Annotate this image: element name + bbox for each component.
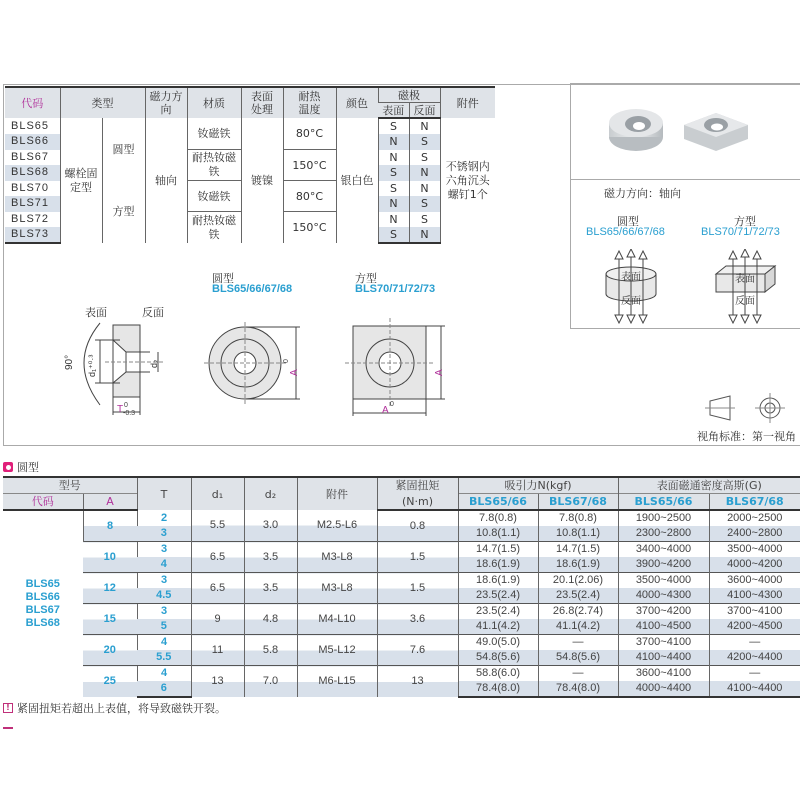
header-type: 类型 (60, 87, 145, 118)
drawing-round-label: 圆型 (212, 272, 234, 285)
torque-cell: 13 (377, 666, 458, 698)
code-cell: BLS71 (11, 197, 50, 210)
square-label: 方型 (734, 215, 756, 228)
svg-text:90°: 90° (64, 354, 75, 370)
flux-cell: 2000~2500 (709, 510, 800, 526)
force-cell: 18.6(1.9) (458, 557, 538, 573)
force-cell: 54.8(5.6) (538, 650, 618, 666)
force-cell: 20.1(2.06) (538, 573, 618, 589)
force-cell: — (538, 635, 618, 651)
accessory-cell: M3-L8 (297, 573, 377, 604)
code-cell: BLS67 (11, 150, 50, 163)
T-cell: 4 (137, 635, 191, 651)
d1-cell: 5.5 (191, 510, 244, 542)
header-flux: 表面磁通密度高斯(G) (618, 477, 800, 494)
A-cell: 12 (83, 573, 137, 604)
svg-text:表面: 表面 (621, 272, 641, 283)
force-cell: 49.0(5.0) (458, 635, 538, 651)
T-cell: 3 (137, 573, 191, 589)
flux-cell: 1900~2500 (618, 510, 709, 526)
header-flux-67-68: BLS67/68 (709, 494, 800, 511)
T-cell: 6 (137, 681, 191, 697)
code-list: BLS65 BLS66 BLS67 BLS68 (3, 510, 83, 697)
code-cell: BLS65 (5, 118, 60, 134)
header-torque: 紧固扭矩 (377, 477, 458, 494)
A-cell: 15 (83, 604, 137, 635)
flux-cell: 4000~4200 (709, 557, 800, 573)
temp-cell: 150°C (283, 212, 336, 244)
code-cell: BLS68 (11, 166, 50, 179)
T-cell: 2 (137, 510, 191, 526)
d2-cell: 3.5 (244, 542, 297, 573)
round-flux-arrows-icon (601, 249, 661, 324)
flux-cell: 4100~4400 (618, 650, 709, 666)
square-flux-arrows-icon (713, 249, 778, 324)
treatment-value: 镀镍 (241, 118, 283, 243)
pole-front: S (378, 181, 409, 197)
d1-cell: 6.5 (191, 542, 244, 573)
svg-text:0: 0 (283, 359, 290, 363)
svg-text:表面: 表面 (735, 274, 755, 285)
direction-value: 轴向 (145, 118, 187, 243)
flux-cell: — (709, 635, 800, 651)
magnet-photo-icon (606, 99, 756, 164)
flux-cell: 3900~4200 (618, 557, 709, 573)
projection-symbol-icon (705, 393, 785, 423)
direction-label: 磁力方向：轴向 (604, 187, 681, 200)
flux-cell: 4200~4400 (709, 650, 800, 666)
force-cell: 23.5(2.4) (538, 588, 618, 604)
drawing-square-label: 方型 (355, 272, 377, 285)
T-cell: 5 (160, 620, 167, 632)
T-cell: 5.5 (156, 651, 172, 663)
header-accessory: 附件 (440, 87, 495, 118)
drawing-round-models: BLS65/66/67/68 (212, 283, 293, 295)
force-cell: 58.8(6.0) (458, 666, 538, 682)
d2-cell: 7.0 (244, 666, 297, 698)
header-d2: d₂ (244, 477, 297, 510)
flux-cell: 4100~4300 (709, 588, 800, 604)
material-cell: 耐热钕磁铁 (187, 212, 241, 244)
accessory-cell: M3-L8 (297, 542, 377, 573)
header-A: A (83, 494, 137, 511)
pole-front: S (378, 227, 409, 243)
accessory-value: 不锈钢内六角沉头螺钉1个 (440, 118, 495, 243)
header-force-65-66: BLS65/66 (458, 494, 538, 511)
d1-cell: 6.5 (191, 573, 244, 604)
header-torque-unit: (N·m) (377, 494, 458, 511)
d1-cell: 13 (191, 666, 244, 698)
svg-text:d₁⁺⁰·³: d₁⁺⁰·³ (87, 354, 97, 377)
force-cell: 7.8(0.8) (538, 510, 618, 526)
d1-cell: 11 (191, 635, 244, 666)
force-cell: 10.8(1.1) (458, 526, 538, 542)
temp-cell: 150°C (283, 150, 336, 181)
d2-cell: 4.8 (244, 604, 297, 635)
pole-back: S (409, 150, 440, 166)
pole-front: N (378, 150, 409, 166)
header-color: 颜色 (336, 87, 378, 118)
pole-front: N (378, 134, 409, 150)
torque-cell: 1.5 (377, 573, 458, 604)
next-section-bullet-icon (3, 727, 13, 729)
force-cell: 18.6(1.9) (538, 557, 618, 573)
header-pole-back: 反面 (409, 103, 440, 119)
panel-divider (571, 179, 800, 180)
force-cell: 18.6(1.9) (458, 573, 538, 589)
header-material: 材质 (187, 87, 241, 118)
header-flux-65-66: BLS65/66 (618, 494, 709, 511)
d2-cell: 3.5 (244, 573, 297, 604)
svg-text:A: A (289, 369, 300, 376)
torque-warning-note (3, 700, 226, 716)
temp-cell: 80°C (283, 118, 336, 150)
T-cell: 4 (137, 666, 191, 682)
header-force: 吸引力N(kgf) (458, 477, 618, 494)
d2-cell: 3.0 (244, 510, 297, 542)
flux-cell: 3600~4100 (618, 666, 709, 682)
pole-back: S (409, 196, 440, 212)
flux-cell: 4000~4400 (618, 681, 709, 697)
accessory-cell: M5-L12 (297, 635, 377, 666)
svg-text:A: A (434, 369, 445, 376)
projection-label: 视角标准：第一视角 (697, 430, 796, 443)
flux-cell: — (709, 666, 800, 682)
round-models: BLS65/66/67/68 (586, 226, 665, 238)
type-main: 螺栓固定型 (60, 118, 102, 243)
code-cell: BLS66 (11, 135, 50, 148)
force-cell: 26.8(2.74) (538, 604, 618, 620)
force-cell: 10.8(1.1) (538, 526, 618, 542)
force-cell: 23.5(2.4) (458, 588, 538, 604)
header-accessory: 附件 (297, 477, 377, 510)
flux-cell: 3700~4200 (618, 604, 709, 620)
svg-text:0: 0 (390, 401, 394, 408)
flux-cell: 3600~4000 (709, 573, 800, 589)
A-cell: 10 (83, 542, 137, 573)
A-cell: 20 (83, 635, 137, 666)
temp-cell: 80°C (283, 181, 336, 212)
force-cell: 78.4(8.0) (538, 681, 618, 697)
pole-back: S (409, 212, 440, 228)
type-round: 圆型 (102, 118, 145, 181)
flux-cell: 3500~4000 (709, 542, 800, 558)
code-cell: BLS73 (5, 227, 60, 243)
drawing-square-models: BLS70/71/72/73 (355, 283, 436, 295)
header-d1: d₁ (191, 477, 244, 510)
header-code: 代码 (3, 494, 83, 511)
flux-cell: 2300~2800 (618, 526, 709, 542)
header-direction: 磁力方向 (145, 87, 187, 118)
accessory-cell: M6-L15 (297, 666, 377, 698)
pole-back: N (409, 165, 440, 181)
pole-back: N (409, 118, 440, 134)
dimension-table (3, 476, 800, 698)
header-T: T (137, 477, 191, 510)
header-surface-treatment: 表面处理 (241, 87, 283, 118)
product-panel (570, 83, 800, 329)
torque-cell: 1.5 (377, 542, 458, 573)
pole-back: N (409, 227, 440, 243)
d1-cell: 9 (191, 604, 244, 635)
header-force-67-68: BLS67/68 (538, 494, 618, 511)
svg-text:-0.3: -0.3 (123, 410, 136, 417)
force-cell: 41.1(4.2) (538, 619, 618, 635)
code-cell: BLS70 (11, 181, 50, 194)
svg-text:T: T (117, 404, 124, 415)
drawing-front-label: 表面 (85, 306, 107, 319)
flux-cell: 4100~4500 (618, 619, 709, 635)
round-top-view-drawing (200, 318, 305, 413)
header-model: 型号 (3, 477, 137, 494)
flux-cell: 3700~4100 (618, 635, 709, 651)
code-cell: BLS72 (11, 212, 50, 225)
svg-text:d₂: d₂ (149, 359, 159, 368)
flux-cell: 3500~4000 (618, 573, 709, 589)
section-title-text: 圆型 (17, 461, 39, 474)
note-text: 紧固扭矩若超出上表值，将导致磁铁开裂。 (17, 702, 226, 715)
square-models: BLS70/71/72/73 (701, 226, 780, 238)
square-top-view-drawing (345, 318, 450, 418)
T-cell: 3 (160, 527, 167, 539)
section-title (3, 459, 39, 475)
flux-cell: 3400~4000 (618, 542, 709, 558)
svg-text:A: A (382, 405, 389, 416)
header-pole: 磁极 (378, 87, 440, 103)
flux-cell: 3700~4100 (709, 604, 800, 620)
torque-cell: 0.8 (377, 510, 458, 542)
force-cell: — (538, 666, 618, 682)
material-cell: 耐热钕磁铁 (187, 150, 241, 181)
torque-cell: 7.6 (377, 635, 458, 666)
svg-text:反面: 反面 (735, 296, 755, 307)
material-cell: 钕磁铁 (187, 118, 241, 150)
header-pole-front: 表面 (378, 103, 409, 119)
T-cell: 4 (160, 558, 167, 570)
force-cell: 23.5(2.4) (458, 604, 538, 620)
side-section-drawing (60, 315, 170, 420)
force-cell: 7.8(0.8) (458, 510, 538, 526)
T-cell: 3 (137, 604, 191, 620)
A-cell: 25 (83, 666, 137, 698)
force-cell: 54.8(5.6) (458, 650, 538, 666)
header-code: 代码 (5, 87, 60, 118)
flux-cell: 4000~4300 (618, 588, 709, 604)
warning-icon: ! (3, 703, 13, 713)
pole-back: S (409, 134, 440, 150)
svg-text:反面: 反面 (621, 296, 641, 307)
material-cell: 钕磁铁 (187, 181, 241, 212)
force-cell: 14.7(1.5) (538, 542, 618, 558)
header-heat-temp: 耐热温度 (283, 87, 336, 118)
A-cell: 8 (83, 510, 137, 542)
pole-front: N (378, 212, 409, 228)
svg-text:0: 0 (124, 402, 128, 409)
section-bullet-icon (3, 462, 13, 472)
flux-cell: 2400~2800 (709, 526, 800, 542)
accessory-cell: M2.5-L6 (297, 510, 377, 542)
torque-cell: 3.6 (377, 604, 458, 635)
flux-cell: 4200~4500 (709, 619, 800, 635)
color-value: 银白色 (336, 118, 378, 243)
pole-front: N (378, 196, 409, 212)
round-label: 圆型 (617, 215, 639, 228)
force-cell: 41.1(4.2) (458, 619, 538, 635)
force-cell: 78.4(8.0) (458, 681, 538, 697)
pole-back: N (409, 181, 440, 197)
spec-table (5, 86, 495, 244)
accessory-cell: M4-L10 (297, 604, 377, 635)
pole-front: S (378, 165, 409, 181)
d2-cell: 5.8 (244, 635, 297, 666)
type-square: 方型 (102, 181, 145, 244)
T-cell: 4.5 (156, 589, 172, 601)
force-cell: 14.7(1.5) (458, 542, 538, 558)
drawing-back-label: 反面 (142, 306, 164, 319)
T-cell: 3 (137, 542, 191, 558)
pole-front: S (378, 118, 409, 134)
flux-cell: 4100~4400 (709, 681, 800, 697)
